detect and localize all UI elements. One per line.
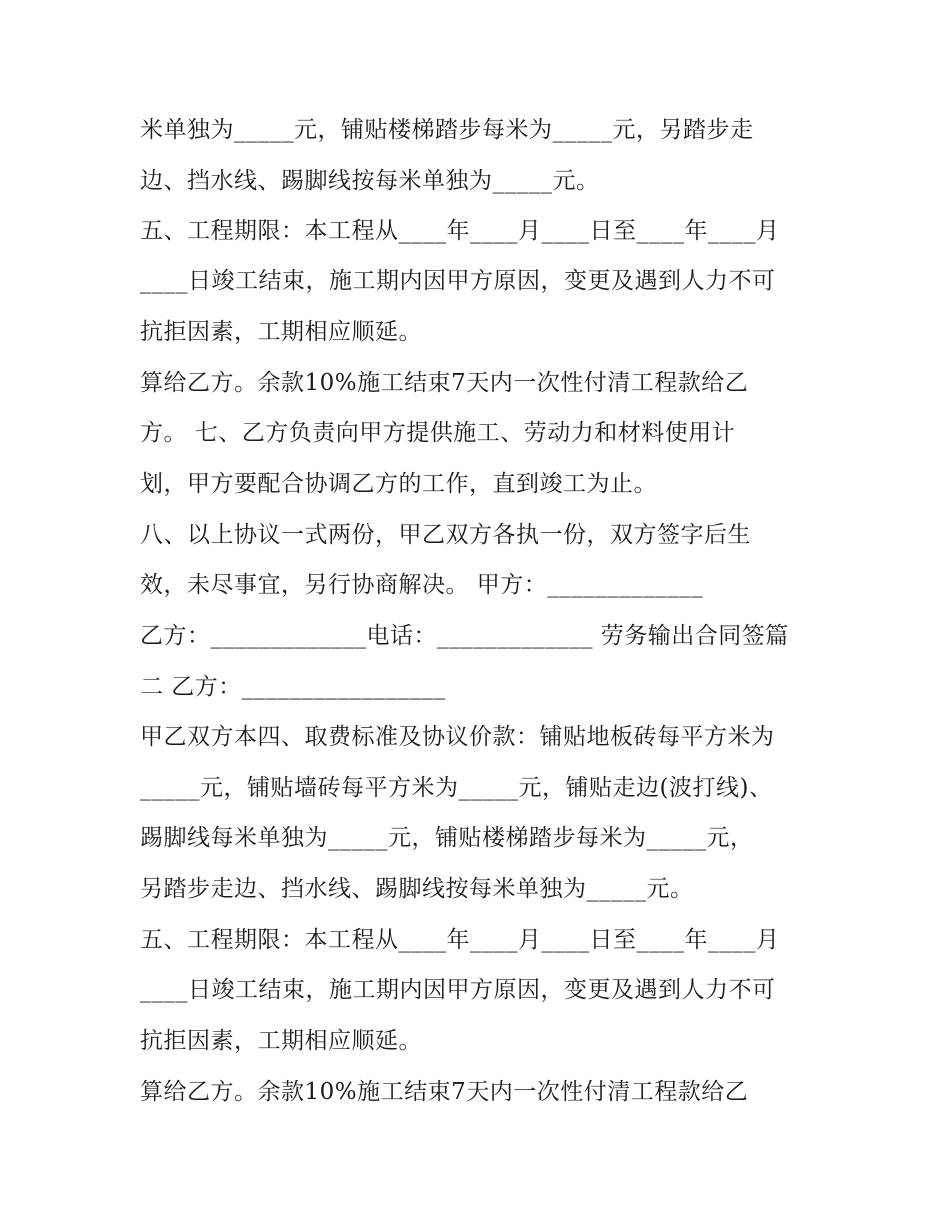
text-line: 方。 七、乙方负责向甲方提供施工、劳动力和材料使用计 <box>140 420 736 446</box>
text-line: ____日竣工结束，施工期内因甲方原因，变更及遇到人力不可 <box>140 977 776 1003</box>
text-line: 米单独为_____元，铺贴楼梯踏步每米为_____元，另踏步走 <box>140 117 754 143</box>
text-line: 五、工程期限：本工程从____年____月____日至____年____月 <box>140 927 780 953</box>
text-line: 算给乙方。余款10%施工结束7天内一次性付清工程款给乙 <box>140 1079 749 1105</box>
text-line: 另踏步走边、挡水线、踢脚线按每米单独为_____元。 <box>140 876 694 902</box>
text-line: 八、以上协议一式两份，甲乙双方各执一份，双方签字后生 <box>140 522 751 548</box>
text-line: 乙方：_____________电话：_____________ 劳务输出合同签篇 <box>140 623 789 649</box>
text-line: 甲乙双方本四、取费标准及协议价款：铺贴地板砖每平方米为 <box>140 724 775 750</box>
text-line: 抗拒因素，工期相应顺延。 <box>140 319 422 345</box>
text-line: _____元，铺贴墙砖每平方米为_____元，铺贴走边(波打线)、 <box>140 775 773 801</box>
text-line: 边、挡水线、踢脚线按每米单独为_____元。 <box>140 168 600 194</box>
text-line: 五、工程期限：本工程从____年____月____日至____年____月 <box>140 218 780 244</box>
text-line: 效，未尽事宜，另行协商解决。 甲方：_____________ <box>140 572 704 598</box>
text-line: 二 乙方：_________________ <box>140 674 446 700</box>
text-line: 踢脚线每米单独为_____元，铺贴楼梯踏步每米为_____元， <box>140 825 754 851</box>
text-line: 抗拒因素，工期相应顺延。 <box>140 1028 422 1054</box>
text-line: 算给乙方。余款10%施工结束7天内一次性付清工程款给乙 <box>140 370 749 396</box>
text-line: 划，甲方要配合协调乙方的工作，直到竣工为止。 <box>140 471 657 497</box>
text-line: ____日竣工结束，施工期内因甲方原因，变更及遇到人力不可 <box>140 268 776 294</box>
